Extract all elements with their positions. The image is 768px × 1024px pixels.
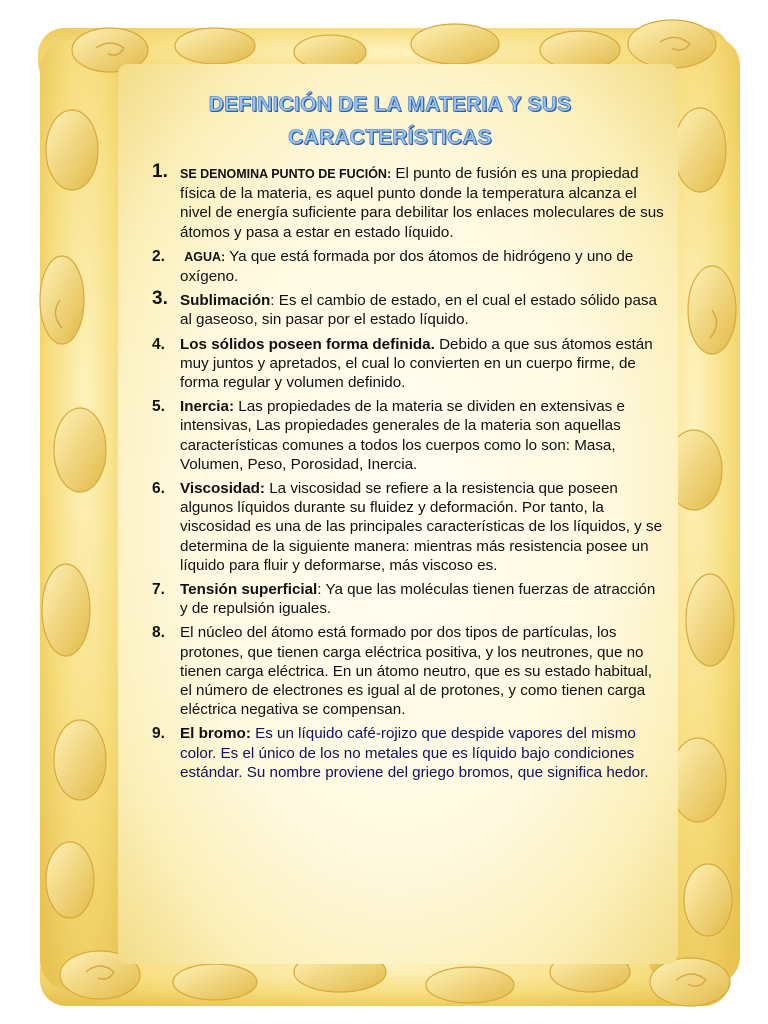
item-lead: SE DENOMINA PUNTO DE FUCIÓN: bbox=[180, 167, 392, 181]
item-text: : Es el cambio de estado, en el cual el estado sólido pasa al gaseoso, sin pasar por el estado líquido. bbox=[180, 292, 657, 329]
item-number: 7. bbox=[152, 581, 165, 599]
item-text: El núcleo del átomo está formado por dos tipos de partículas, los protones, que tienen carga eléctrica positiva, y los neutrones, que no tienen carga eléctrica. En un átomo neutro, que es su estado habitual, el número de electrones es igual al de protones, y como tienen carga eléctrica negativa se compensan. bbox=[180, 624, 652, 719]
item-number: 1. bbox=[152, 161, 168, 182]
list-item-1 bbox=[152, 161, 664, 242]
list-item-5 bbox=[152, 397, 664, 474]
item-number: 6. bbox=[152, 480, 165, 498]
item-text: . Es el único de los no metales que es líquido bajo condiciones estándar. Su nombre proviene del griego bromos, que significa hedor. bbox=[180, 744, 649, 781]
page-title bbox=[160, 88, 620, 154]
item-text: : Ya que las moléculas tienen fuerzas de atracción y de repulsión iguales. bbox=[180, 581, 656, 618]
list-item-6 bbox=[152, 479, 664, 575]
characteristics-list bbox=[152, 161, 664, 787]
item-number: 5. bbox=[152, 398, 165, 416]
item-lead: Inercia: bbox=[180, 398, 235, 416]
item-number: 9. bbox=[152, 725, 165, 743]
title-line-1: DEFINICIÓN DE LA MATERIA Y SUS bbox=[208, 93, 572, 116]
list-item-9 bbox=[152, 724, 664, 782]
item-text: La viscosidad se refiere a la resistencia que poseen algunos líquidos durante su fluidez y deformación. Por tanto, la viscosidad es una de las principales características de los líquidos, y se determina de la siguiente manera: mientras más resistencia posee un líquido para fluir y deformarse, más viscoso es. bbox=[180, 480, 663, 574]
title-line-2: CARACTERÍSTICAS bbox=[288, 126, 492, 149]
item-lead: Tensión superficial bbox=[180, 581, 318, 599]
item-number: 3. bbox=[152, 288, 168, 310]
list-item-4 bbox=[152, 335, 664, 393]
list-item-3 bbox=[152, 288, 664, 329]
list-item-8 bbox=[152, 623, 664, 719]
item-lead: AGUA: bbox=[184, 249, 226, 264]
item-lead: El bromo: bbox=[180, 725, 251, 743]
item-highlight-text: Es un líquido café-rojizo que despide vapores del mismo color bbox=[180, 725, 636, 762]
item-text: Ya que está formada por dos átomos de hidrógeno y uno de oxígeno. bbox=[180, 247, 634, 286]
item-number: 4. bbox=[152, 335, 165, 353]
item-lead: Sublimación bbox=[180, 292, 271, 310]
item-number: 2. bbox=[152, 247, 165, 265]
item-text: Las propiedades de la materia se dividen en extensivas e intensivas, Las propiedades generales de la materia son aquellas características comunes a todos los cuerpos como lo son: Masa, Volumen, Peso, Porosidad, Inercia. bbox=[180, 398, 625, 473]
item-text: El punto de fusión es una propiedad física de la materia, es aquel punto donde la temperatura alcanza el nivel de energía suficiente para debilitar los enlaces moleculares de sus átomos y pasa a estar en estado líquido. bbox=[180, 165, 664, 241]
item-number: 8. bbox=[152, 624, 165, 642]
list-item-2 bbox=[152, 247, 664, 286]
item-lead: Viscosidad: bbox=[180, 480, 265, 498]
list-item-7 bbox=[152, 580, 664, 618]
item-lead: Los sólidos poseen forma definida. bbox=[180, 335, 435, 353]
item-text: Debido a que sus átomos están muy juntos y apretados, el cual lo convierten en un cuerpo firme, de forma regular y volumen definido. bbox=[180, 335, 653, 392]
